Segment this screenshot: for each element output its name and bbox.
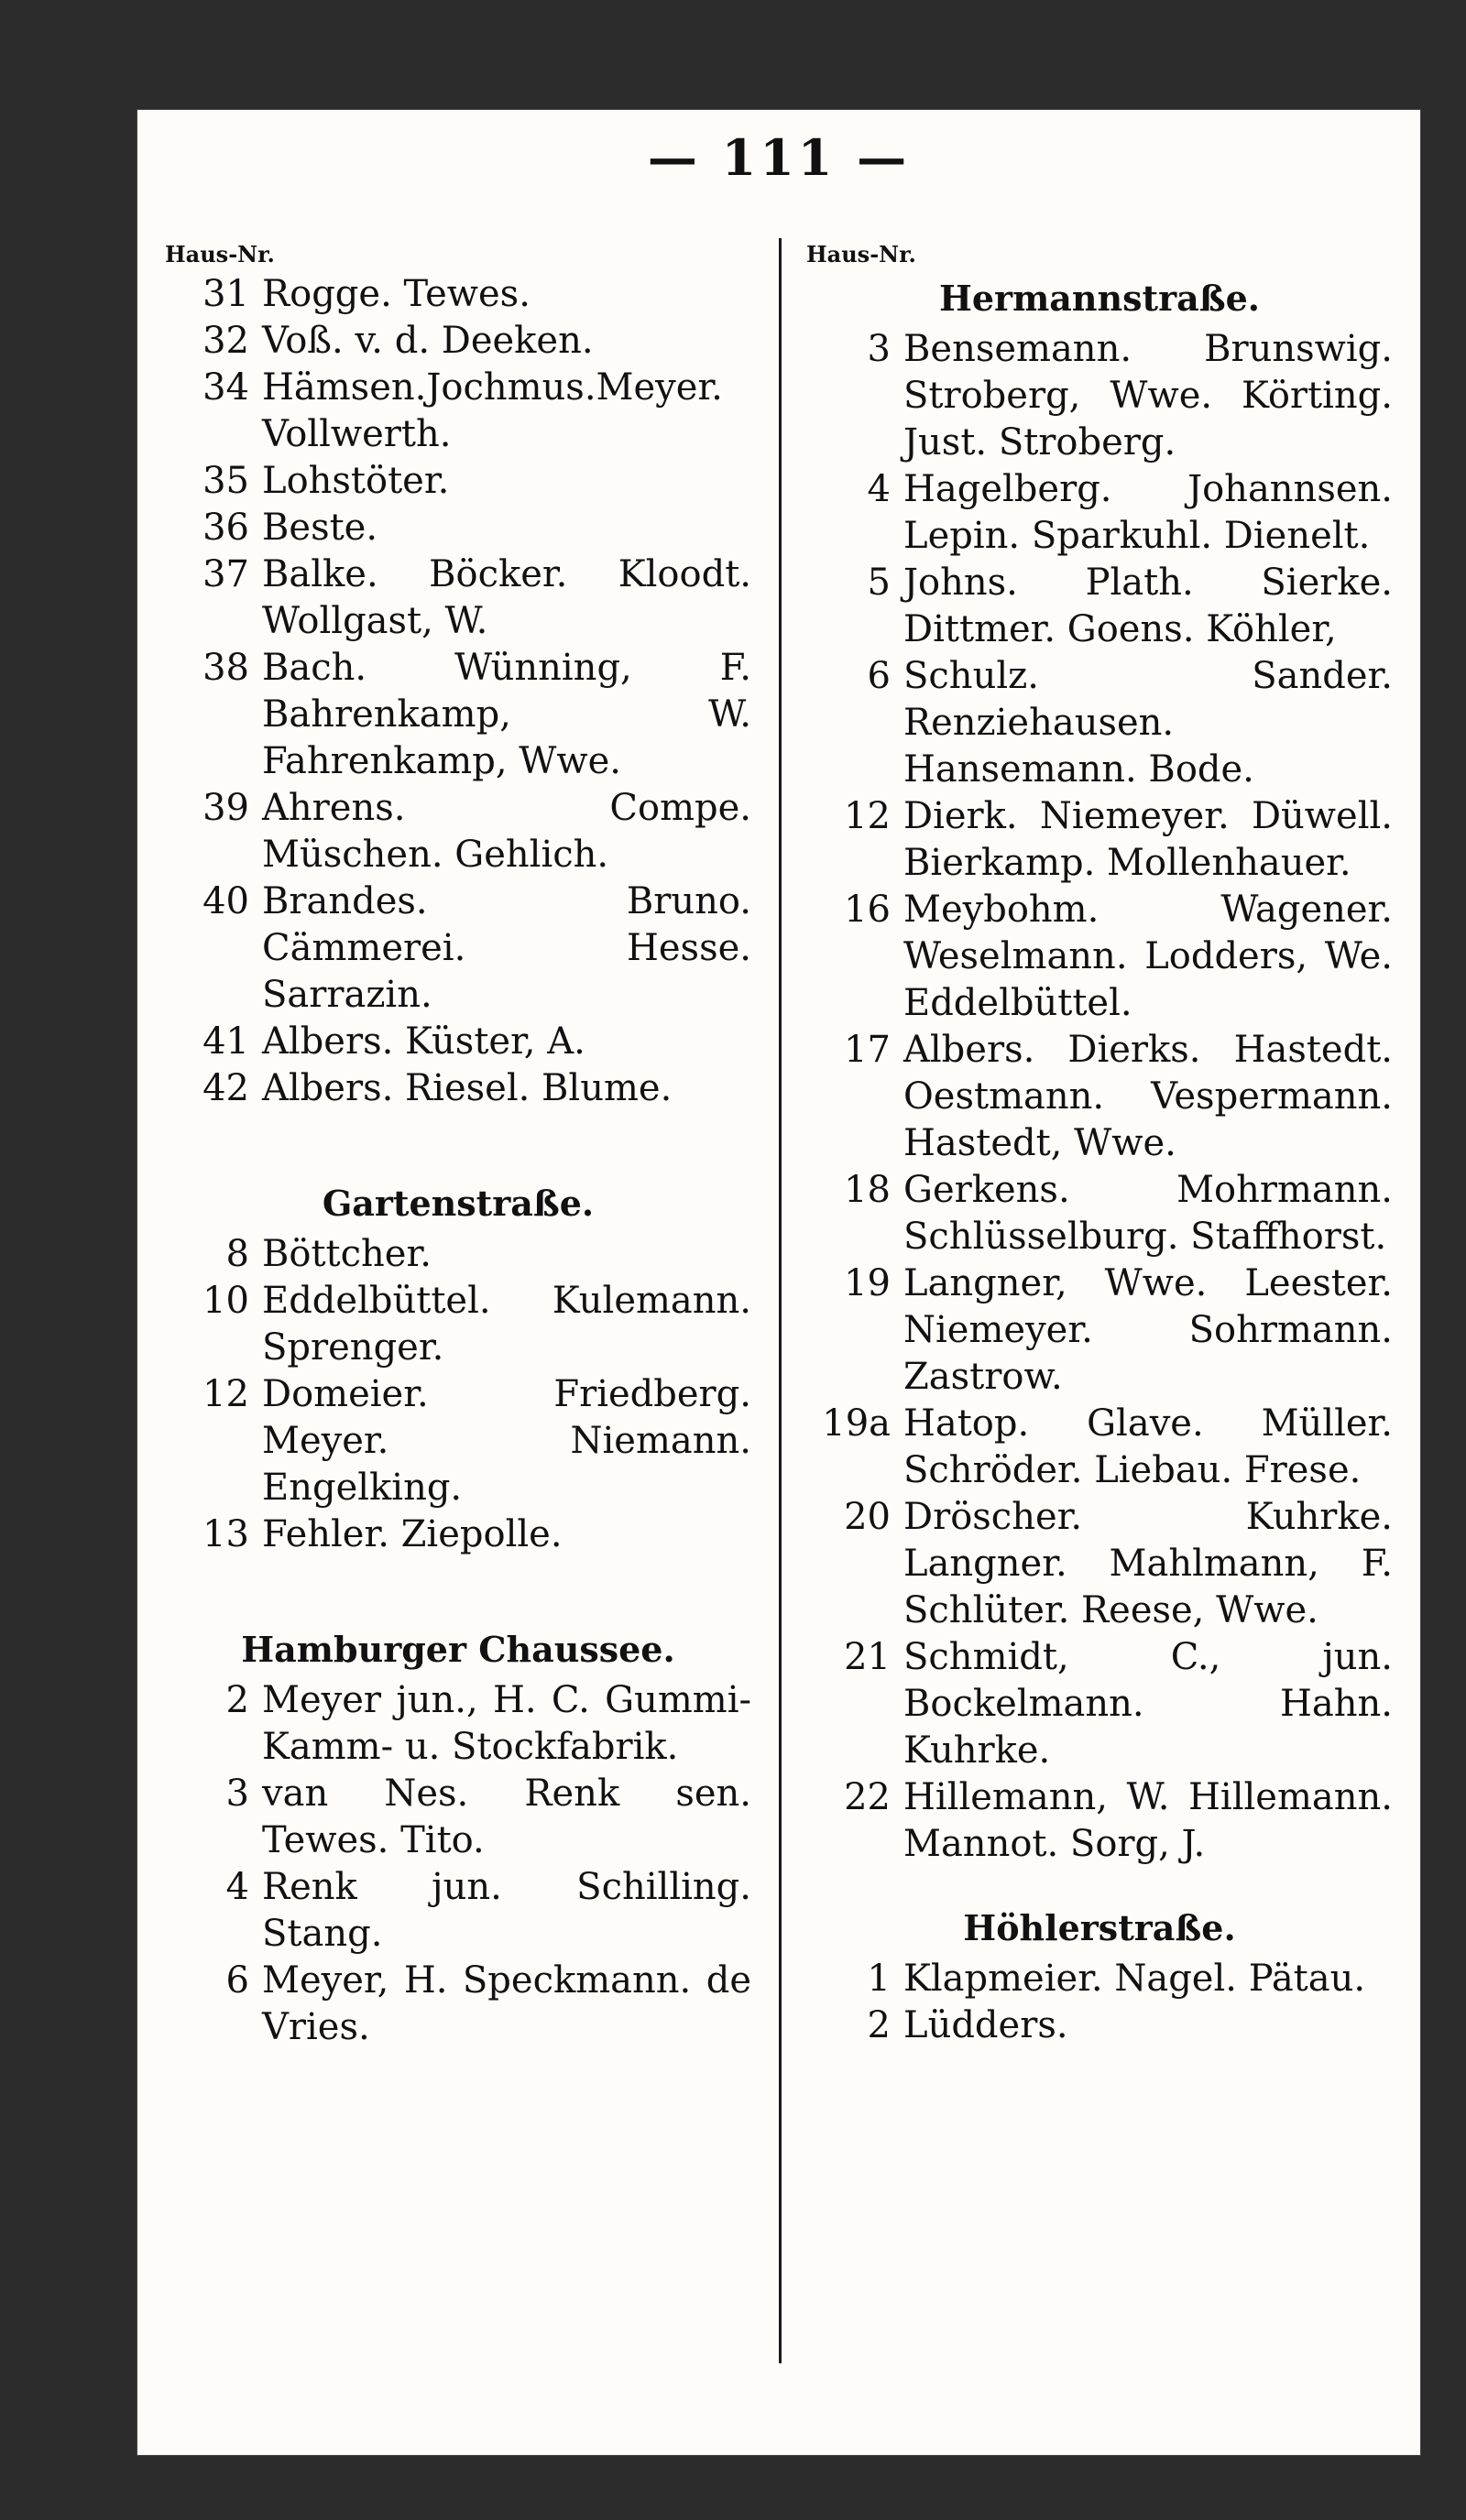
resident-names: Voß. v. d. Deeken.: [262, 320, 594, 362]
entries-block: [806, 1956, 1393, 2049]
directory-entry: [806, 1401, 1393, 1494]
directory-entry: [165, 1864, 751, 1958]
resident-names: Langner, Wwe. Leester. Niemeyer. Sohrmann. Zastrow.: [903, 1262, 1393, 1398]
directory-entry: [806, 1634, 1393, 1774]
resident-names: Johns. Plath. Sierke. Dittmer. Goens. Köhler,: [903, 562, 1393, 650]
resident-names: Domeier. Friedberg. Meyer. Niemann. Engelking.: [262, 1373, 751, 1509]
house-number: 6: [867, 655, 891, 697]
resident-names: Beste.: [262, 507, 378, 549]
house-number: 12: [844, 795, 891, 837]
house-number: 16: [844, 889, 891, 931]
house-number: 35: [202, 460, 249, 502]
house-number-header: Haus-Nr.: [806, 241, 916, 267]
directory-entry: [806, 1494, 1393, 1634]
resident-names: Bensemann. Brunswig. Stroberg, Wwe. Körting. Just. Stroberg.: [903, 328, 1393, 464]
house-number: 2: [225, 1679, 249, 1721]
directory-entry: [165, 505, 751, 551]
directory-entry: [806, 466, 1393, 560]
house-number: 10: [202, 1280, 249, 1322]
house-number: 13: [202, 1513, 249, 1555]
directory-entry: [165, 1511, 751, 1558]
house-number: 41: [202, 1020, 249, 1063]
house-number: 6: [225, 1959, 249, 2002]
house-number: 31: [202, 273, 249, 315]
house-number: 12: [202, 1373, 249, 1415]
resident-names: Bach. Wünning, F. Bahrenkamp, W. Fahrenkamp, Wwe.: [262, 647, 751, 782]
entries-block: [165, 271, 751, 1112]
directory-entry: [165, 1771, 751, 1864]
directory-entry: [806, 560, 1393, 653]
resident-names: van Nes. Renk sen. Tewes. Tito.: [262, 1773, 751, 1861]
resident-names: Hillemann, W. Hillemann. Mannot. Sorg, J.: [903, 1776, 1393, 1865]
house-number: 19: [844, 1262, 891, 1304]
resident-names: Meybohm. Wagener. Weselmann. Lodders, We. Eddelbüttel.: [903, 889, 1393, 1024]
house-number: 42: [202, 1067, 249, 1109]
directory-entry: [165, 1278, 751, 1371]
entries-block: [165, 1677, 751, 2051]
directory-entry: [806, 887, 1393, 1027]
resident-names: Hatop. Glave. Müller. Schröder. Liebau. Frese.: [903, 1402, 1393, 1491]
house-number: 3: [867, 328, 891, 370]
house-number: 38: [202, 647, 249, 689]
column-divider: [779, 238, 782, 2363]
directory-entry: [806, 653, 1393, 793]
house-number: 3: [225, 1773, 249, 1815]
resident-names: Rogge. Tewes.: [262, 273, 531, 315]
directory-page: [137, 110, 1420, 2455]
resident-names: Schmidt, C., jun. Bockelmann. Hahn. Kuhrke.: [903, 1636, 1393, 1772]
resident-names: Dierk. Niemeyer. Düwell. Bierkamp. Mollenhauer.: [903, 795, 1393, 884]
resident-names: Hagelberg. Johannsen. Lepin. Sparkuhl. Dienelt.: [903, 468, 1393, 557]
house-number: 18: [844, 1169, 891, 1211]
page-number: — 111 —: [647, 128, 911, 187]
house-number: 21: [844, 1636, 891, 1678]
resident-names: Klapmeier. Nagel. Pätau.: [903, 1958, 1366, 2000]
house-number: 17: [844, 1029, 891, 1071]
house-number: 5: [867, 562, 891, 604]
house-number: 40: [202, 880, 249, 922]
street-heading: Gartenstraße.: [322, 1183, 595, 1224]
resident-names: Fehler. Ziepolle.: [262, 1513, 563, 1555]
directory-entry: [165, 1019, 751, 1065]
resident-names: Balke. Böcker. Kloodt. Wollgast, W.: [262, 553, 751, 642]
resident-names: Dröscher. Kuhrke. Langner. Mahlmann, F. Schlüter. Reese, Wwe.: [903, 1496, 1393, 1631]
directory-entry: [165, 551, 751, 645]
street-heading: Höhlerstraße.: [963, 1907, 1236, 1948]
directory-entry: [165, 645, 751, 785]
directory-entry: [165, 1231, 751, 1278]
directory-entry: [806, 2002, 1393, 2049]
resident-names: Ahrens. Compe. Müschen. Gehlich.: [262, 787, 751, 876]
resident-names: Böttcher.: [262, 1233, 432, 1275]
resident-names: Eddelbüttel. Kulemann. Sprenger.: [262, 1280, 751, 1369]
house-number: 2: [867, 2004, 891, 2046]
directory-entry: [806, 793, 1393, 887]
house-number: 8: [225, 1233, 249, 1275]
directory-entry: [806, 1260, 1393, 1401]
street-heading: Hamburger Chaussee.: [241, 1629, 675, 1670]
resident-names: Lüdders.: [903, 2004, 1068, 2046]
entries-block: [165, 1231, 751, 1558]
house-number: 37: [202, 553, 249, 595]
resident-names: Meyer jun., H. C. Gummi-Kamm- u. Stockfabrik.: [262, 1679, 751, 1768]
directory-entry: [806, 1167, 1393, 1260]
directory-entry: [806, 1774, 1393, 1868]
directory-entry: [165, 271, 751, 318]
resident-names: Lohstöter.: [262, 460, 450, 502]
directory-entry: [165, 878, 751, 1019]
directory-entry: [165, 1677, 751, 1771]
house-number: 4: [867, 468, 891, 510]
directory-entry: [165, 318, 751, 365]
directory-entry: [806, 1956, 1393, 2002]
right-column: [806, 238, 1393, 2049]
house-number: 4: [225, 1866, 249, 1908]
house-number: 39: [202, 787, 249, 829]
resident-names: Gerkens. Mohrmann. Schlüsselburg. Staffhorst.: [903, 1169, 1393, 1258]
resident-names: Renk jun. Schilling. Stang.: [262, 1866, 751, 1955]
resident-names: Albers. Küster, A.: [262, 1020, 585, 1063]
house-number: 22: [844, 1776, 891, 1818]
directory-entry: [165, 785, 751, 878]
directory-entry: [806, 1027, 1393, 1167]
resident-names: Albers. Riesel. Blume.: [262, 1067, 673, 1109]
directory-entry: [165, 1371, 751, 1511]
house-number: 34: [202, 366, 249, 409]
street-heading: Hermannstraße.: [938, 278, 1261, 319]
house-number: 32: [202, 320, 249, 362]
directory-entry: [165, 458, 751, 505]
resident-names: Schulz. Sander. Renziehausen. Hansemann. Bode.: [903, 655, 1393, 791]
entries-block: [806, 326, 1393, 1868]
resident-names: Meyer, H. Speckmann. de Vries.: [262, 1959, 751, 2048]
resident-names: Albers. Dierks. Hastedt. Oestmann. Vespermann. Hastedt, Wwe.: [903, 1029, 1393, 1164]
directory-entry: [165, 365, 751, 458]
house-number: 1: [867, 1958, 891, 2000]
resident-names: Hämsen.Jochmus.Meyer. Vollwerth.: [262, 366, 723, 455]
directory-entry: [165, 1065, 751, 1112]
directory-entry: [165, 1958, 751, 2051]
house-number: 19a: [822, 1402, 891, 1445]
directory-entry: [806, 326, 1393, 466]
house-number: 20: [844, 1496, 891, 1538]
house-number-header: Haus-Nr.: [165, 241, 275, 267]
house-number: 36: [202, 507, 249, 549]
resident-names: Brandes. Bruno. Cämmerei. Hesse. Sarrazin.: [262, 880, 751, 1016]
left-column: [165, 238, 751, 2051]
